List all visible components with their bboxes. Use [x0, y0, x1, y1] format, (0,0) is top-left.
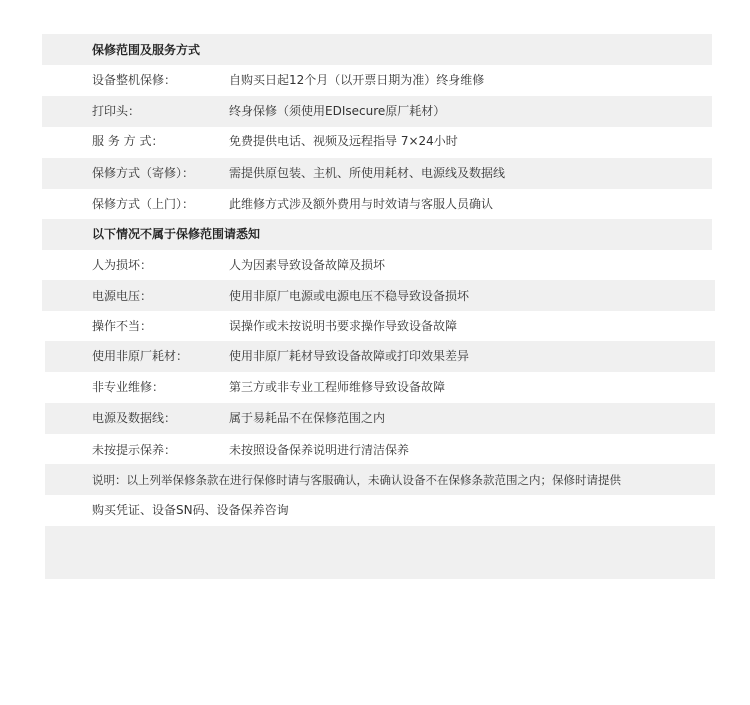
row-value: 误操作或未按说明书要求操作导致设备故障 — [229, 319, 458, 333]
row-label: 保修方式（上门）： — [92, 197, 195, 211]
row-label: 非专业维修： — [92, 380, 165, 394]
row-label: 人为损坏： — [92, 258, 153, 272]
row-value: 免费提供电话、视频及远程指导 7×24小时 — [229, 134, 458, 148]
row-label: 设备整机保修： — [92, 73, 177, 87]
row-value: 终身保修（须使用EDIsecure原厂耗材） — [229, 104, 446, 118]
row-value: 属于易耗品不在保修范围之内 — [229, 411, 386, 425]
row-value: 此维修方式涉及额外费用与时效请与客服人员确认 — [229, 197, 494, 211]
row-label: 电源电压： — [92, 289, 153, 303]
note-line-1: 说明：以上列举保修条款在进行保修时请与客服确认，未确认设备不在保修条款范围之内；保修时请提供 — [92, 473, 621, 487]
row-label: 打印头： — [92, 104, 141, 118]
note-line-2: 购买凭证、设备SN码、设备保养咨询 — [92, 503, 289, 517]
row-value: 人为因素导致设备故障及损坏 — [229, 258, 386, 272]
row-band — [45, 526, 715, 579]
row-value: 需提供原包装、主机、所使用耗材、电源线及数据线 — [229, 166, 506, 180]
row-value: 自购买日起12个月（以开票日期为准）终身维修 — [229, 73, 485, 87]
row-value: 未按照设备保养说明进行清洁保养 — [229, 443, 410, 457]
row-value: 第三方或非专业工程师维修导致设备故障 — [229, 380, 446, 394]
row-label: 未按提示保养： — [92, 443, 177, 457]
row-label: 使用非原厂耗材： — [92, 349, 189, 363]
row-label: 电源及数据线： — [92, 411, 177, 425]
row-label: 操作不当： — [92, 319, 153, 333]
row-label: 服 务 方 式： — [92, 134, 164, 148]
row-label: 保修方式（寄修）： — [92, 166, 195, 180]
row-value: 使用非原厂耗材导致设备故障或打印效果差异 — [229, 349, 470, 363]
section-header-exclusions: 以下情况不属于保修范围请悉知 — [92, 227, 261, 241]
row-value: 使用非原厂电源或电源电压不稳导致设备损坏 — [229, 289, 470, 303]
section-header-warranty-scope: 保修范围及服务方式 — [92, 43, 201, 57]
